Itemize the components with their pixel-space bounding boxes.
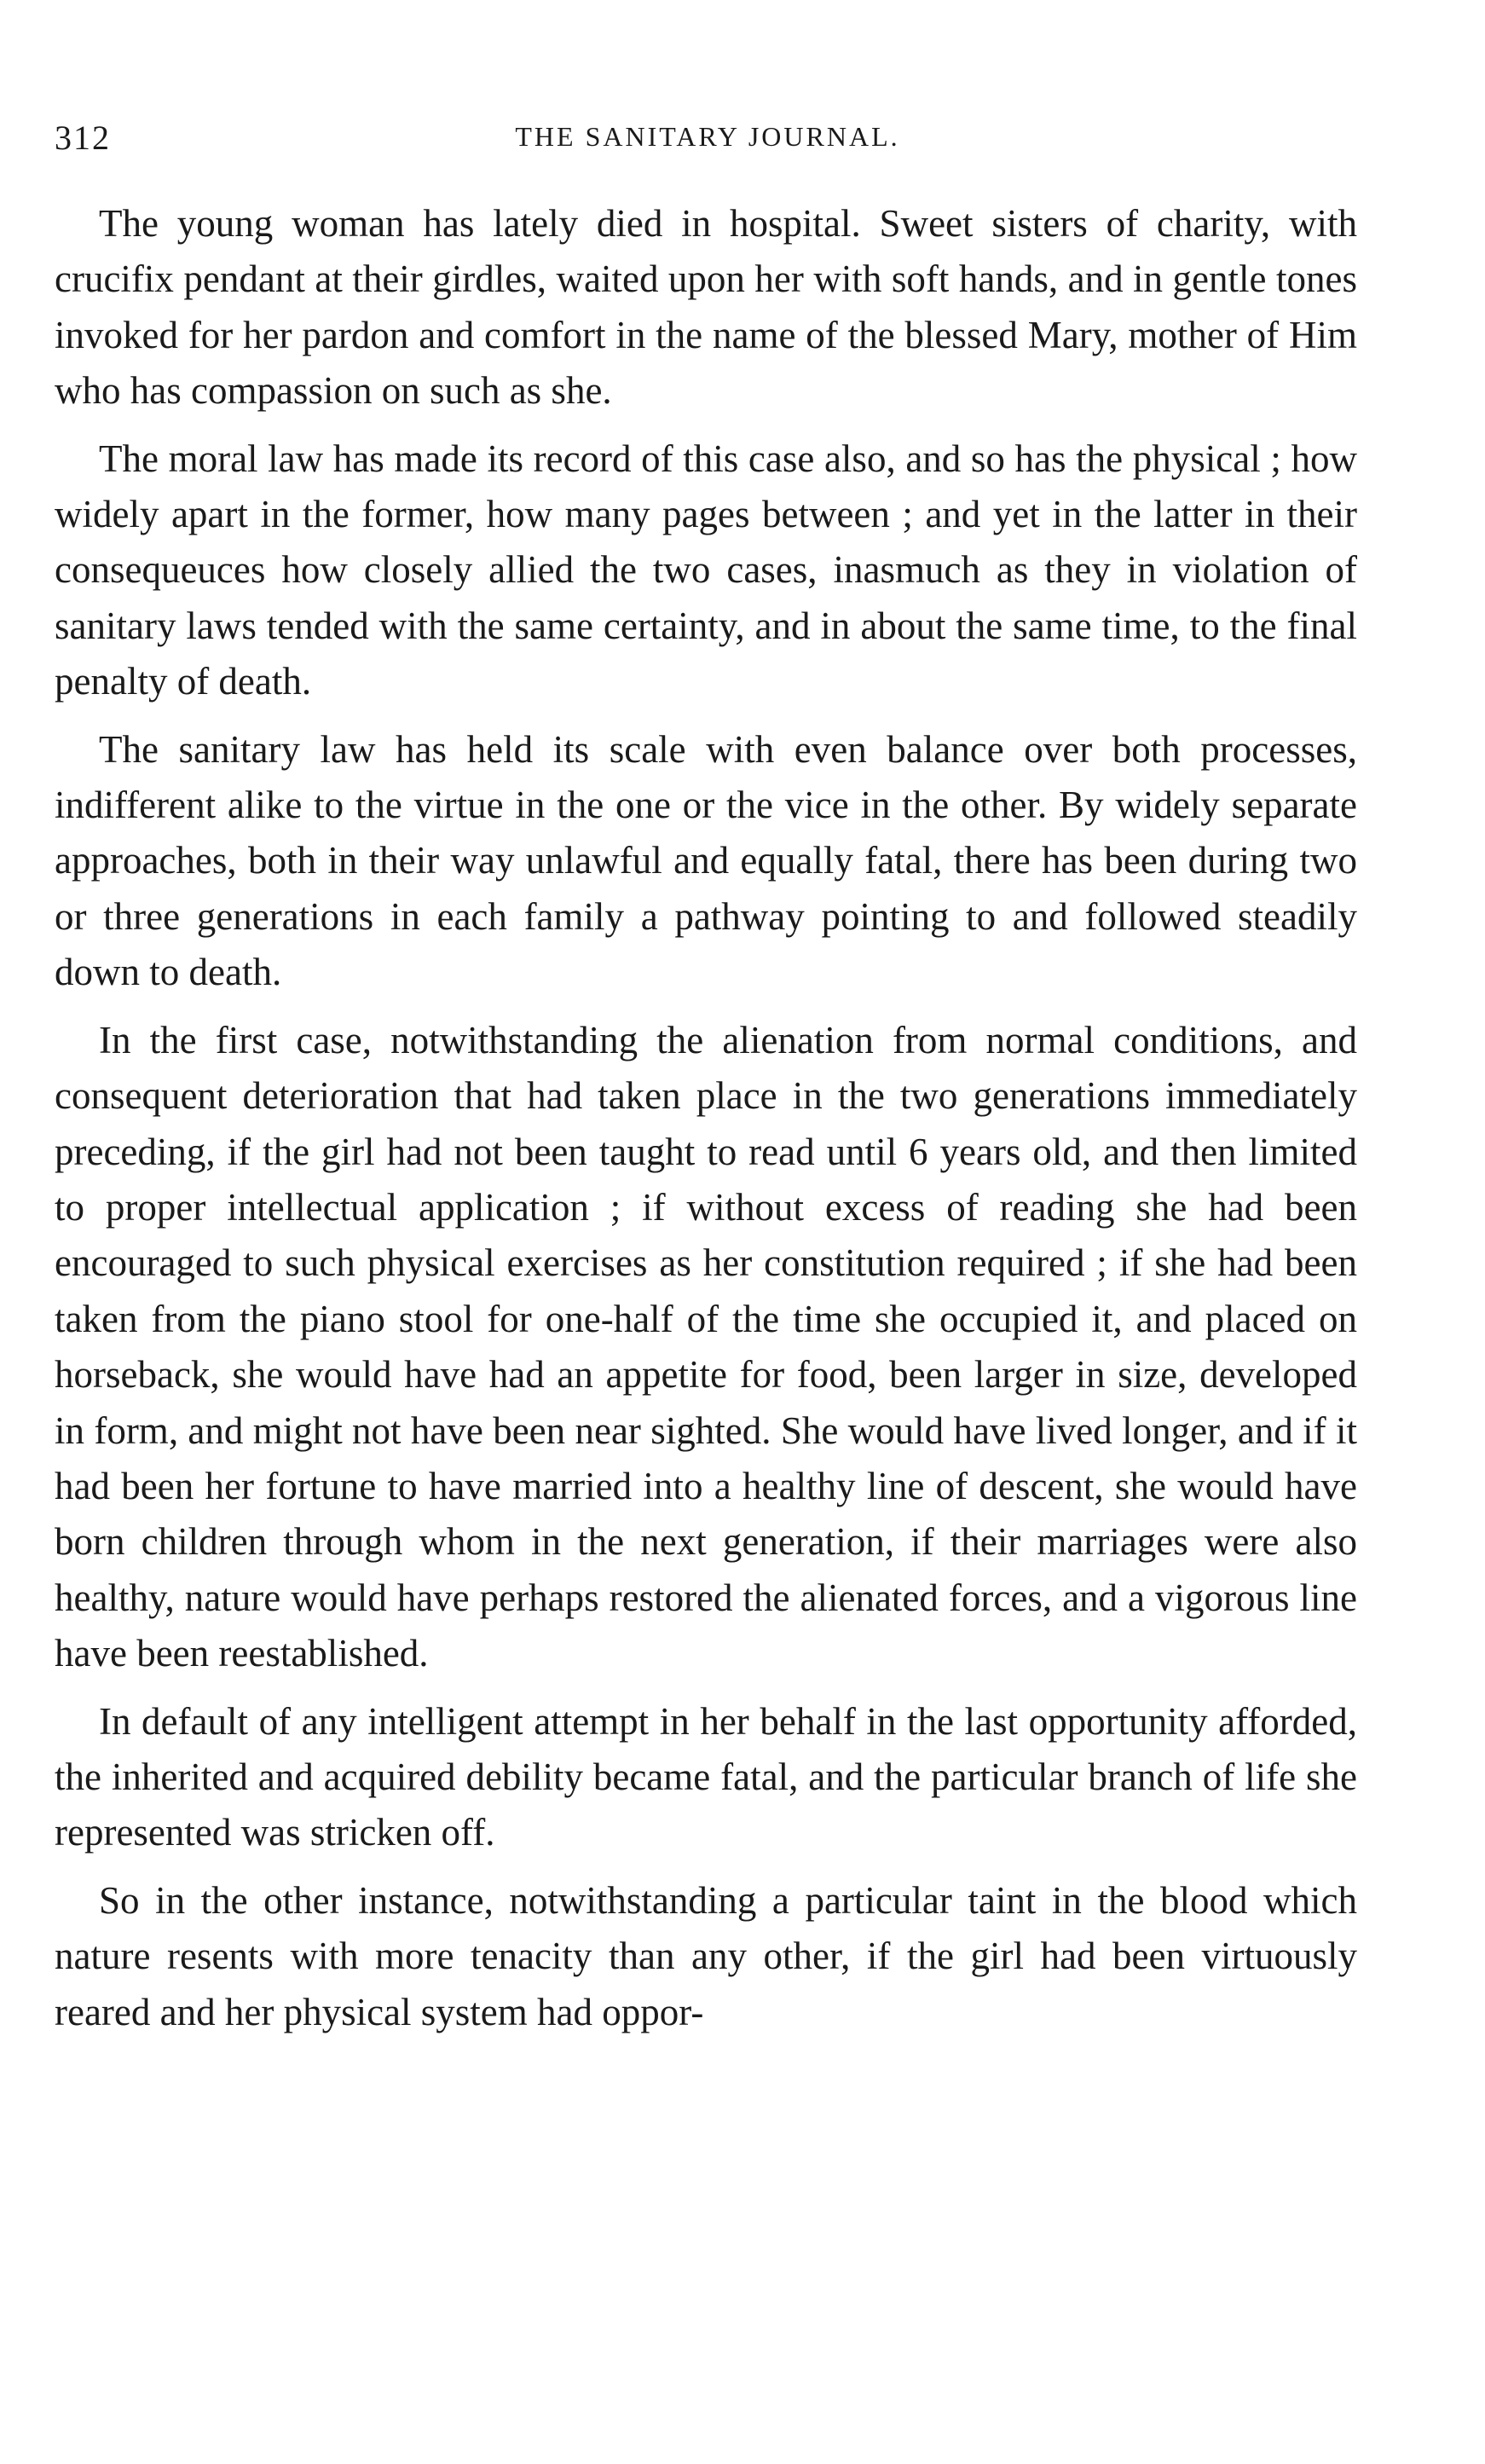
paragraph: So in the other instance, notwithstanding a particular taint in the blood which nature resents with more tenacity than any other, if the girl had been virtuously reared and her physical system had oppor- xyxy=(55,1878,1357,2033)
body-text xyxy=(55,196,1357,2052)
journal-title: THE SANITARY JOURNAL. xyxy=(515,121,900,152)
paragraph: In default of any intelligent attempt in her behalf in the last opportunity afforded, the inherited and acquired debility became fatal, and the particular branch of life she represented was stricken off. xyxy=(55,1699,1357,1854)
page-number: 312 xyxy=(55,119,111,157)
running-head xyxy=(55,118,1361,169)
paragraph: The sanitary law has held its scale with even balance over both processes, indifferent alike to the virtue in the one or the vice in the other. By widely separate approaches, both in their way unlawful and equally fatal, there has been during two or three generations in each family a pathway pointing to and followed steadily down to death. xyxy=(55,727,1357,994)
paragraph: In the first case, notwithstanding the alienation from normal conditions, and consequent deterioration that had taken place in the two generations immediately preceding, if the girl had not been taught to read until 6 years old, and then limited to proper intellectual application ; if without excess of reading she had been encouraged to such physical exercises as her constitution required ; if she had been taken from the piano stool for one-half of the time she occupied it, and placed on horseback, she would have had an appetite for food, been larger in size, developed in form, and might not have been near sighted. She would have lived longer, and if it had been her fortune to have married into a healthy line of descent, she would have born children through whom in the next generation, if their marriages were also healthy, nature would have perhaps restored the alienated forces, and a vigorous line have been reestablished. xyxy=(55,1018,1357,1675)
paragraph: The moral law has made its record of this case also, and so has the physical ; how widely apart in the former, how many pages between ; and yet in the latter in their consequeuces how closely allied the two cases, inasmuch as they in violation of sanitary laws tended with the same certainty, and in about the same time, to the final penalty of death. xyxy=(55,437,1357,703)
paragraph: The young woman has lately died in hospital. Sweet sisters of charity, with crucifix pendant at their girdles, waited upon her with soft hands, and in gentle tones invoked for her pardon and comfort in the name of the blessed Mary, mother of Him who has compassion on such as she. xyxy=(55,202,1357,413)
